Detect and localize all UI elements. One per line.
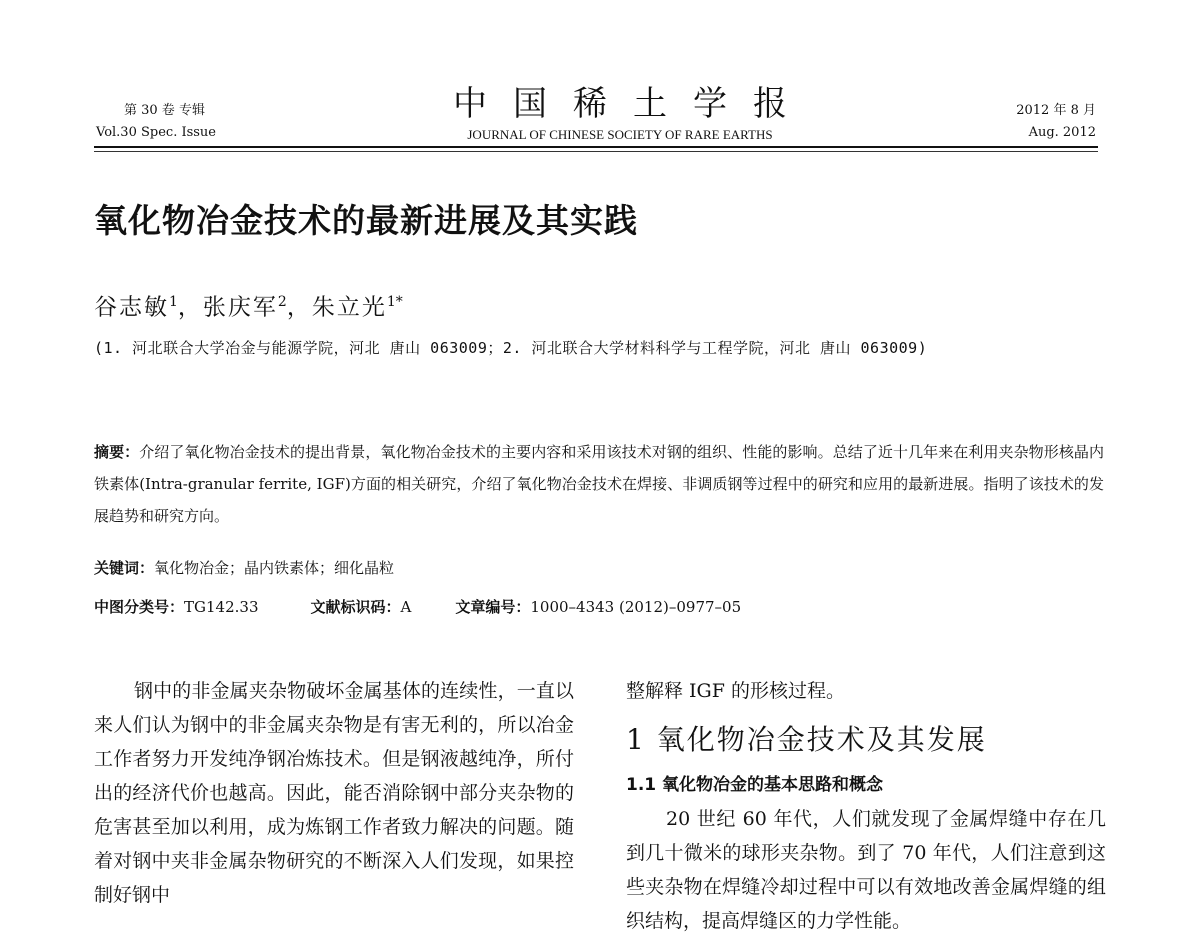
journal-name-en: JOURNAL OF CHINESE SOCIETY OF RARE EARTHS: [467, 127, 773, 142]
abstract-label: 摘要：: [94, 443, 140, 461]
issue-date: [896, 100, 1096, 144]
classification-line: [94, 592, 741, 622]
clc-label: 中图分类号：: [94, 598, 185, 616]
journal-name-cn: 中国稀土学报: [453, 84, 813, 124]
article-number-value: 1000–4343 (2012)–0977–05: [530, 598, 742, 616]
header-rule-thin: [94, 151, 1098, 152]
author-name: 朱立光: [311, 294, 387, 321]
keywords: [94, 553, 394, 583]
doc-code-value: A: [400, 598, 412, 616]
author-affil-mark: 2: [277, 294, 287, 310]
abstract-text: 介绍了氧化物冶金技术的提出背景，氧化物冶金技术的主要内容和采用该技术对钢的组织、性能的影响。总结了近十几年来在利用夹杂物形核晶内铁素体(Intra-granular ferrite, IGF)方面的相关研究，介绍了氧化物冶金技术在焊接、非调质钢等过程中的研究和应用的最新进展。指明了该技术的发展趋势和研究方向。: [94, 443, 1104, 525]
volume-en: Vol.30 Spec. Issue: [96, 125, 216, 140]
abstract: [94, 436, 1104, 532]
journal-masthead: [380, 84, 860, 144]
body-paragraph: 钢中的非金属夹杂物破坏金属基体的连续性，一直以来人们认为钢中的非金属夹杂物是有害无利的，所以冶金工作者努力开发纯净钢冶炼技术。但是钢液越纯净，所付出的经济代价也越高。因此，能否消除钢中部分夹杂物的危害甚至加以利用，成为炼钢工作者致力解决的问题。随着对钢中夹非金属杂物研究的不断深入人们发现，如果控制好钢中: [94, 680, 574, 906]
clc-value: TG142.33: [184, 598, 259, 616]
doc-code-label: 文献标识码：: [310, 598, 401, 616]
keywords-text: 氧化物冶金；晶内铁素体；细化晶粒: [154, 559, 395, 577]
author-affil-mark: 1*: [386, 294, 403, 310]
keywords-label: 关键词：: [94, 559, 155, 577]
volume-info: [96, 100, 296, 144]
author-separator: ，: [286, 294, 312, 321]
article-number-label: 文章编号：: [455, 598, 531, 616]
issue-date-en: Aug. 2012: [1028, 125, 1096, 140]
volume-cn: 第 30 卷 专辑: [124, 103, 205, 118]
body-column-left: [94, 674, 574, 912]
body-paragraph: 20 世纪 60 年代，人们就发现了金属焊缝中存在几到几十微米的球形夹杂物。到了 70 年代，人们注意到这些夹杂物在焊缝冷却过程中可以有效地改善金属焊缝的组织结构，提高焊缝区的力学性能。: [626, 808, 1106, 932]
author-name: 张庆军: [202, 294, 278, 321]
paper-title: 氧化物冶金技术的最新进展及其实践: [94, 201, 638, 240]
body-paragraph-continued: 整解释 IGF 的形核过程。: [626, 680, 845, 702]
author-separator: ，: [177, 294, 203, 321]
body-column-right: [626, 674, 1106, 938]
header-rule-thick: [94, 146, 1098, 148]
issue-date-cn: 2012 年 8 月: [1016, 103, 1096, 118]
author-affil-mark: 1: [169, 294, 178, 310]
affiliation: (1. 河北联合大学冶金与能源学院，河北 唐山 063009；2. 河北联合大学材料科学与工程学院，河北 唐山 063009): [94, 339, 928, 357]
section-heading: 1 氧化物冶金技术及其发展: [626, 723, 987, 756]
author-name: 谷志敏: [94, 294, 169, 321]
subsection-heading: 1.1 氧化物冶金的基本思路和概念: [626, 775, 884, 795]
author-list: [94, 282, 403, 328]
